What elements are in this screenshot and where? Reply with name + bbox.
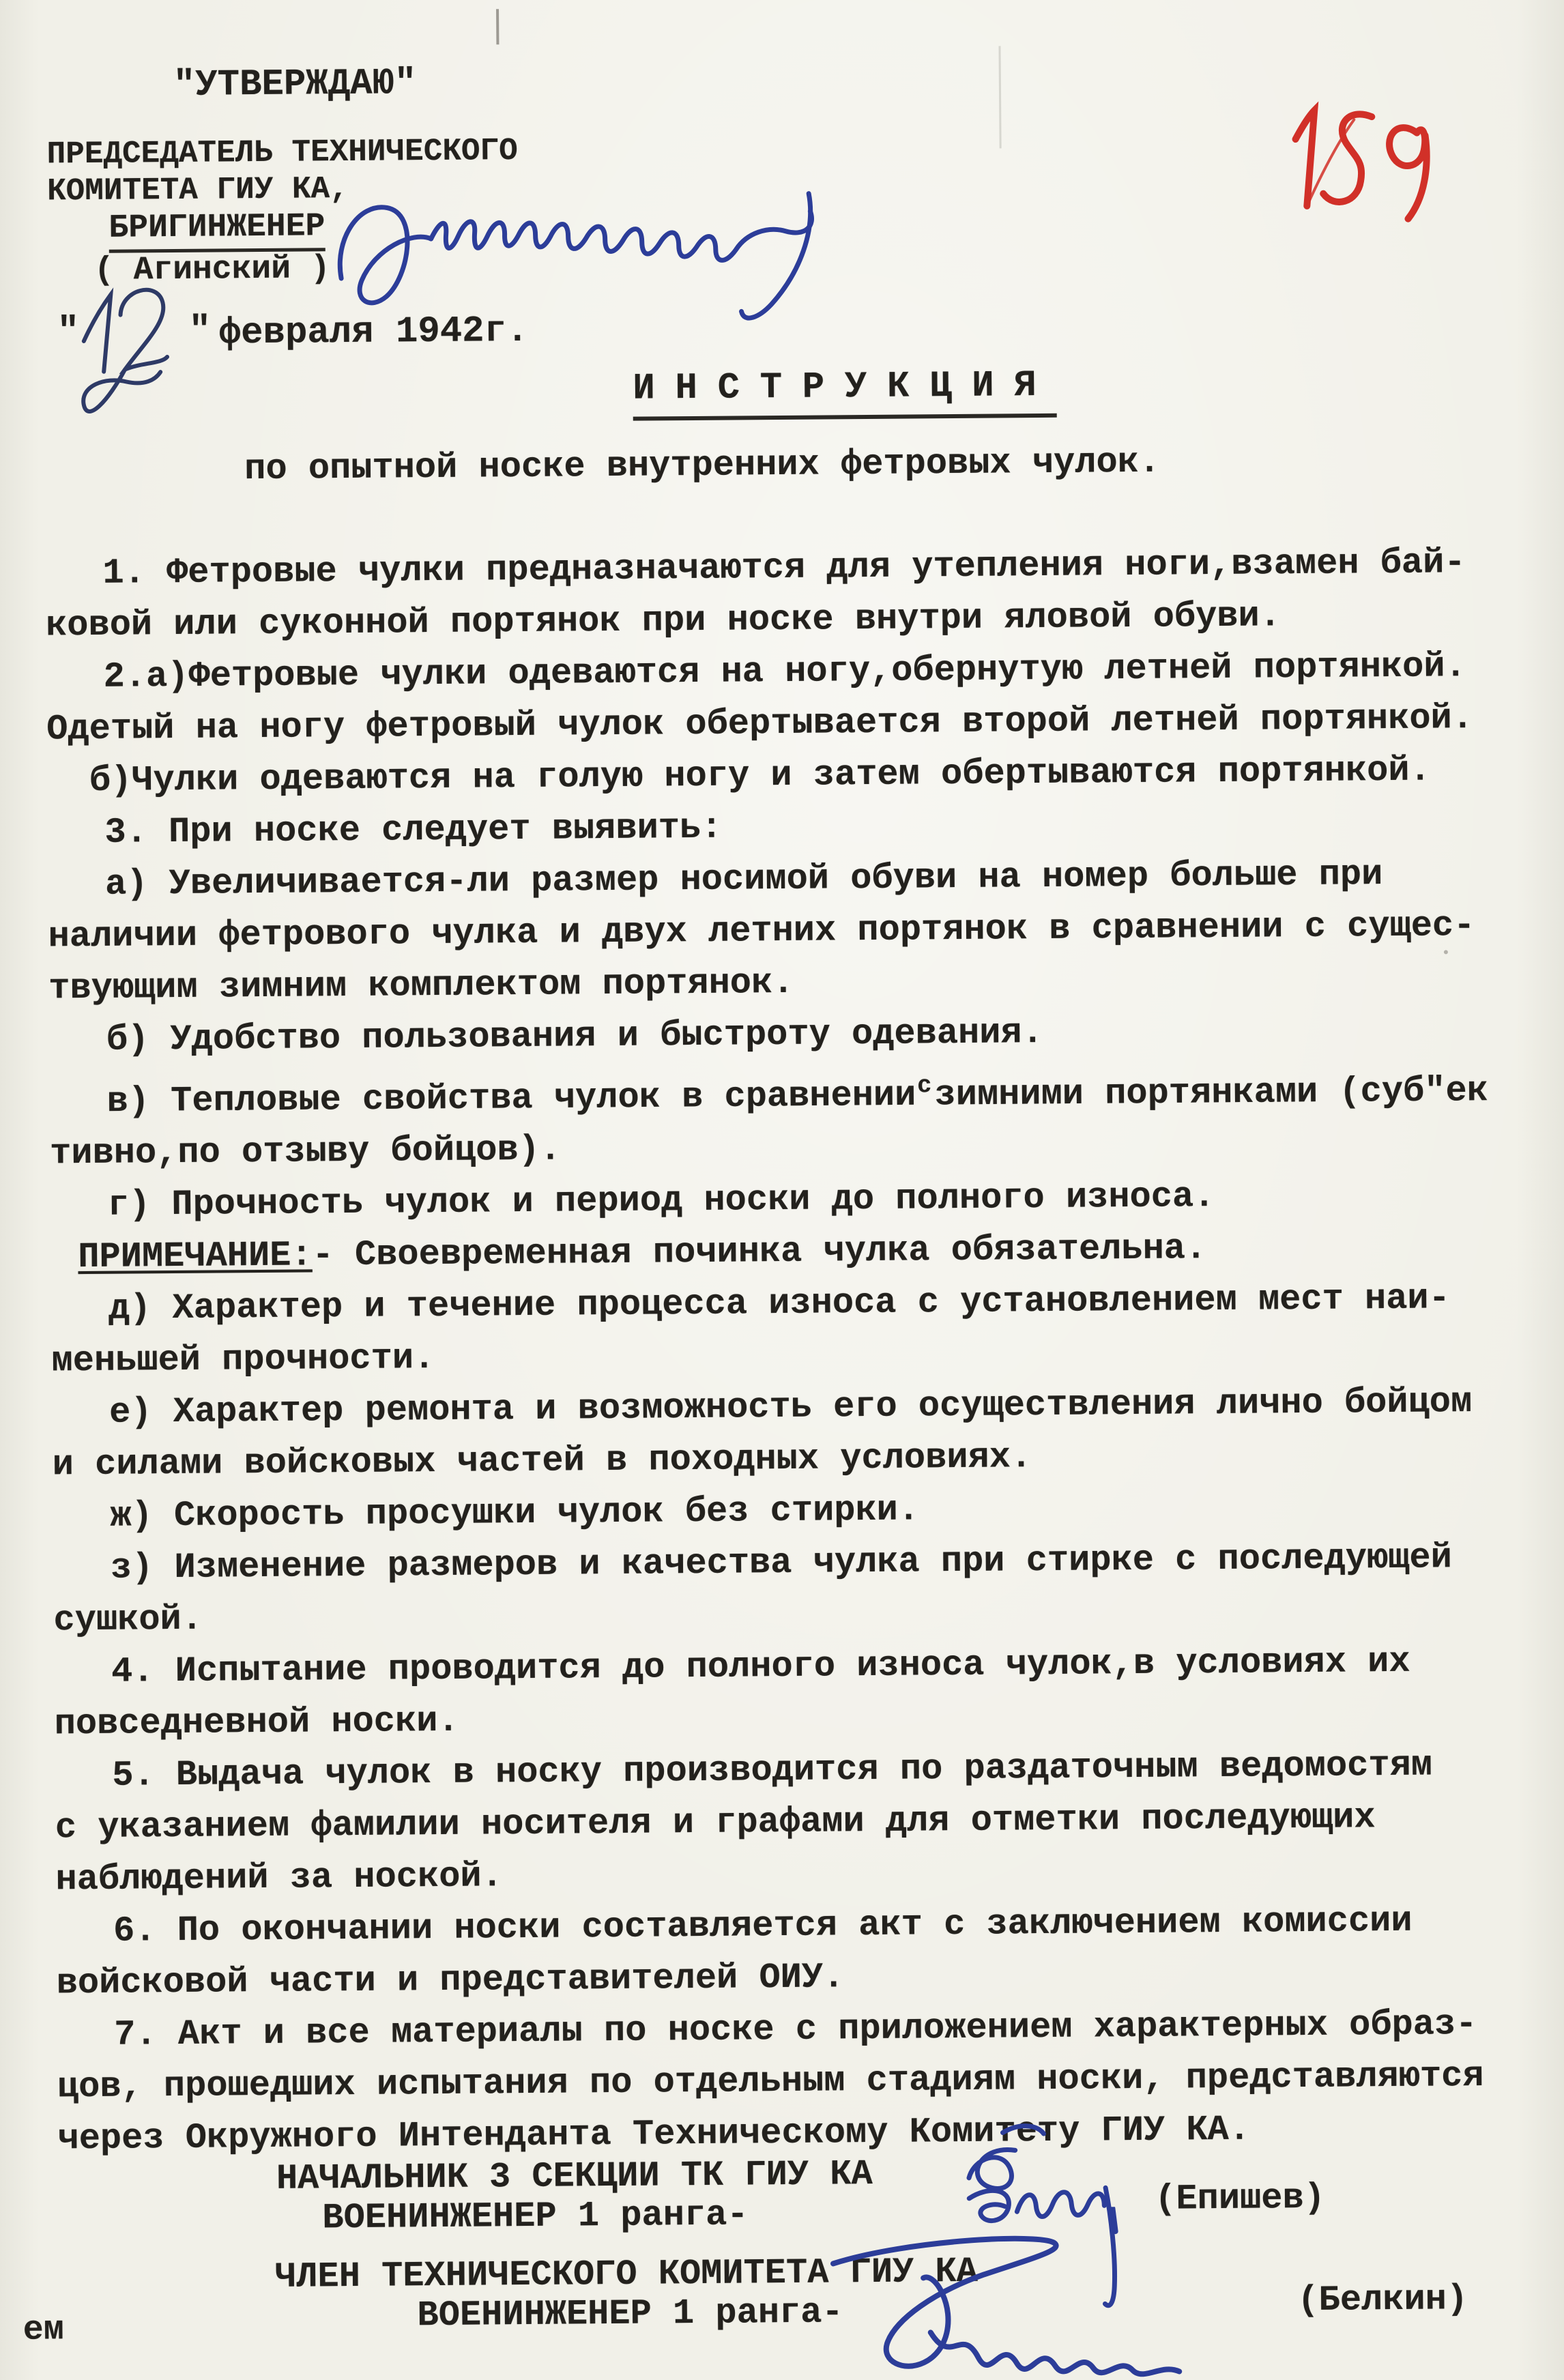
handwritten-date-day: [60, 265, 218, 437]
body-line: б) Удобство пользования и быстроту одевания.: [106, 1012, 1044, 1060]
document-subtitle: по опытной носке внутренних фетровых чулок.: [244, 441, 1161, 490]
body-line: сушкой.: [53, 1599, 203, 1641]
body-line: д) Характер и течение процесса износа с установлением мест наи-: [108, 1278, 1451, 1330]
body-line: цов, прошедших испытания по отдельным стадиям носки, представляются: [57, 2056, 1484, 2108]
approver-name: ( Агинский ): [93, 250, 330, 289]
belkin-signature: [812, 2206, 1250, 2380]
body-line: 4. Испытание проводится до полного износа чулок,в условиях их: [111, 1642, 1410, 1693]
body-line: 6. По окончании носки составляется акт с заключением комиссии: [113, 1901, 1413, 1952]
approve-label: "УТВЕРЖДАЮ": [173, 63, 417, 106]
body-line: твующим зимним комплектом портянок.: [48, 962, 794, 1009]
body-line: б)Чулки одеваются на голую ногу и затем обертываются портянкой.: [89, 750, 1431, 801]
typist-initials: ем: [23, 2310, 64, 2350]
approver-title-line1: ПРЕДСЕДАТЕЛЬ ТЕХНИЧЕСКОГО: [46, 132, 518, 173]
belkin-position-line2: ВОЕНИНЖЕНЕР 1 ранга-: [417, 2292, 843, 2336]
date-text: февраля 1942г.: [218, 310, 529, 355]
body-line: с указанием фамилии носителя и графами для отметки последующих: [55, 1797, 1376, 1848]
body-line-note: ПРИМЕЧАНИЕ:- Своевременная починка чулка обязательна.: [78, 1228, 1207, 1278]
belkin-name: (Белкин): [1297, 2279, 1468, 2321]
body-line: з) Изменение размеров и качества чулка при стирке с последующей: [110, 1537, 1453, 1589]
page-number-stamp: [1251, 90, 1451, 248]
body-line: меньшей прочности.: [51, 1338, 435, 1382]
body-line: и силами войсковых частей в походных условиях.: [52, 1437, 1032, 1485]
body-line: в) Тепловые свойства чулок в сравнении$^с$зимними портянками (суб"ек: [106, 1071, 1489, 1122]
body-line: тивно,по отзыву бойцов).: [49, 1129, 562, 1174]
epishev-name: (Епишев): [1155, 2177, 1326, 2220]
body-line: 2.а)Фетровые чулки одеваются на ногу,обернутую летней портянкой.: [103, 646, 1466, 697]
body-line: 5. Выдача чулок в носку производится по раздаточным ведомостям: [112, 1745, 1433, 1797]
date-open-quote: ": [57, 311, 80, 353]
body-line: наличии фетрового чулка и двух летних портянок в сравнении с сущес-: [48, 905, 1475, 957]
scan-artifact-speck: [1444, 950, 1448, 954]
approver-rank: БРИГИНЖЕНЕР: [108, 208, 325, 252]
epishev-position-line1: НАЧАЛЬНИК 3 СЕКЦИИ ТК ГИУ КА: [276, 2153, 873, 2199]
approver-title-line2: КОМИТЕТА ГИУ КА,: [46, 171, 349, 209]
body-line: ковой или суконной портянок при носке внутри яловой обуви.: [45, 596, 1281, 646]
inserted-correction: с: [917, 1072, 932, 1100]
scan-artifact-tick: [496, 9, 499, 44]
belkin-position-line1: ЧЛЕН ТЕХНИЧЕСКОГО КОМИТЕТА ГИУ КА: [274, 2251, 979, 2297]
body-line: 7. Акт и все материалы по носке с приложением характерных образ-: [114, 2004, 1477, 2056]
body-line: ж) Скорость просушки чулок без стирки.: [110, 1490, 920, 1537]
body-line: через Окружного Интенданта Техническому Комитету ГИУ КА.: [57, 2109, 1251, 2160]
body-line: 3. При носке следует выявить:: [104, 807, 723, 853]
body-line: войсковой части и представителей ОИУ.: [56, 1957, 845, 2004]
scan-artifact-crease: [998, 46, 1001, 148]
aginsky-signature: [327, 169, 833, 336]
document-title: ИНСТРУКЦИЯ: [633, 365, 1057, 421]
body-line: г) Прочность чулок и период носки до полного износа.: [107, 1176, 1215, 1226]
body-line: 1. Фетровые чулки предназначаются для утепления ноги,взамен бай-: [102, 542, 1466, 594]
body-line: Одетый на ногу фетровый чулок обертывается второй летней портянкой.: [46, 698, 1474, 750]
instruction-body: [45, 536, 1542, 2165]
body-line: наблюдений за ноской.: [55, 1856, 504, 1900]
epishev-position-line2: ВОЕНИНЖЕНЕР 1 ранга-: [322, 2194, 749, 2239]
body-line: повседневной носки.: [54, 1701, 459, 1745]
date-close-quote: ": [188, 310, 212, 352]
body-line: а) Увеличивается-ли размер носимой обуви на номер больше при: [104, 854, 1383, 905]
body-line: е) Характер ремонта и возможность его осуществления лично бойцом: [108, 1382, 1473, 1434]
